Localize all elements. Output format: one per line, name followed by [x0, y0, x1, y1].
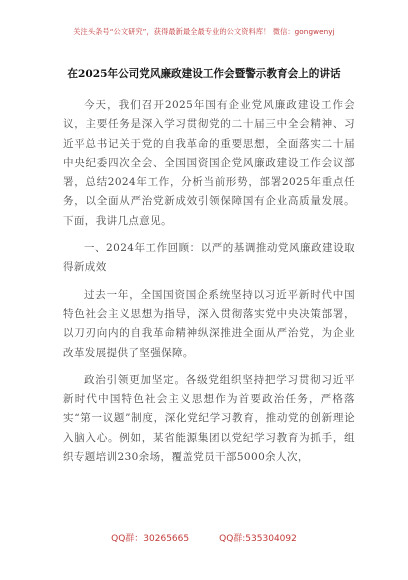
page-title: 在2025年公司党风廉政建设工作会暨警示教育会上的讲话 — [67, 68, 341, 80]
paragraph-intro: 今天，我们召开2025年国有企业党风廉政建设工作会议，主要任务是深入学习贯彻党的二十届三中全会精神、习近平总书记关于党的自我革命的重要思想，全面落实二十届中央纪委四次全会、全国国资国企党风廉政建设工作会议部署，总结2024年工作，分析当前形势，部署2025年重点任务，以全面从严治党新成效引领保障国有企业高质量发展。下面，我讲几点意见。 — [63, 99, 355, 227]
footer-qq-left: QQ群：30265665 — [111, 534, 190, 544]
header-note: 关注头条号“公文研究”，获得最新最全最专业的公文资料库！ 微信：gongwenyj — [73, 27, 335, 36]
document-body — [63, 96, 355, 475]
paragraph-review: 过去一年，全国国资国企系统坚持以习近平新时代中国特色社会主义思想为指导，深入贯彻落实党中央决策部署，以刀刃向内的自我革命精神纵深推进全面从严治党，为企业改革发展提供了坚强保障。 — [63, 288, 355, 359]
footer — [0, 531, 408, 544]
section-heading: 一、2024年工作回顾：以严的基调推动党风廉政建设取得新成效 — [63, 242, 355, 274]
paragraph-political: 政治引领更加坚定。各级党组织坚持把学习贯彻习近平新时代中国特色社会主义思想作为首要政治任务，严格落实“第一议题”制度，深化党纪学习教育，推动党的创新理论入脑入心。例如，某省能源集团以党纪学习教育为抓手，组织专题培训230余场，覆盖党员干部5000余人次， — [63, 373, 355, 464]
footer-qq-right: QQ群:535304092 — [219, 534, 297, 544]
